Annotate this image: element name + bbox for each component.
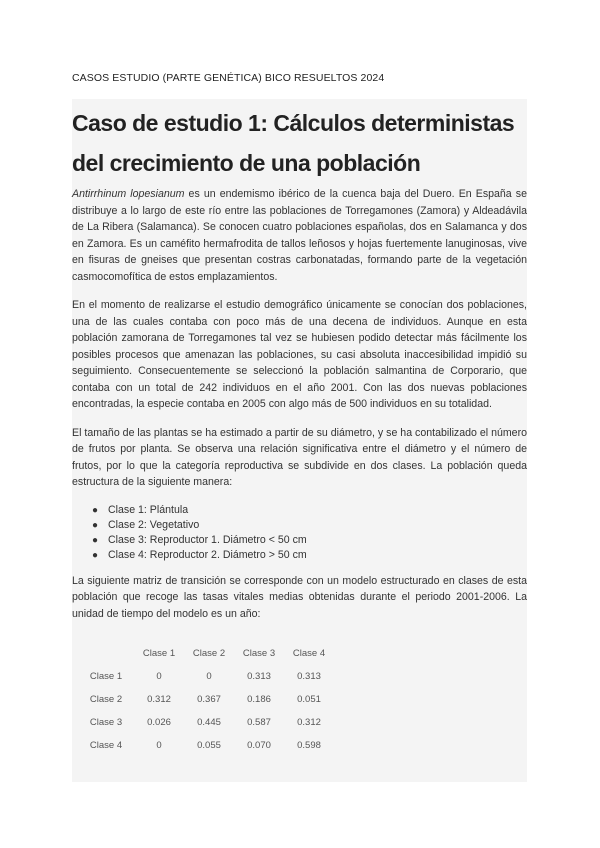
matrix-cell: 0.313 [247, 671, 271, 682]
matrix-cell: 0.445 [197, 717, 221, 728]
species-name: Antirrhinum lopesianum [72, 188, 185, 200]
intro-paragraph-text: es un endemismo ibérico de la cuenca baja del Duero. En España se distribuye a lo largo de este río entre las poblaciones de Torregamones (Zamora) y Aldeadávila de La Ribera (Salamanca). Se conocen cuatro poblaciones españolas, dos en Salamanca y dos en Zamora. Es un caméfito hermafrodita de tallos leñosos y hojas fuertemente lanuginosas, vive en fisuras de gneises que presentan costras carbonatadas, formando parte de la vegetación casmocomofítica de estos emplazamientos. [72, 188, 527, 283]
case-title: Caso de estudio 1: Cálculos deterministas del crecimiento de una población [72, 110, 515, 176]
row-header: Clase 2 [89, 694, 123, 705]
table-row [78, 734, 334, 757]
column-header: Clase 4 [292, 648, 326, 659]
matrix-cell: 0.026 [147, 717, 171, 728]
table-row [78, 688, 334, 711]
matrix-cell: 0.367 [197, 694, 221, 705]
transition-matrix [78, 642, 334, 757]
column-header: Clase 1 [142, 648, 176, 659]
bullet-icon: ● [92, 519, 99, 531]
list-item: ● Clase 3: Reproductor 1. Diámetro < 50 cm [92, 533, 307, 546]
matrix-cell: 0.051 [297, 694, 321, 705]
matrix-header-row [78, 642, 334, 665]
matrix-cell: 0.598 [297, 740, 321, 751]
bullet-icon: ● [92, 504, 99, 516]
list-item: ● Clase 4: Reproductor 2. Diámetro > 50 cm [92, 548, 307, 561]
matrix-cell: 0.587 [247, 717, 271, 728]
matrix-cell: 0.312 [147, 694, 171, 705]
page-header: CASOS ESTUDIO (PARTE GENÉTICA) BICO RESUELTOS 2024 [72, 72, 385, 84]
intro-paragraph [72, 186, 527, 285]
matrix-paragraph: La siguiente matriz de transición se corresponde con un modelo estructurado en clases de esta población que recoge las tasas vitales medias obtenidas durante el periodo 2001-2006. La unidad de tiempo del modelo es un año: [72, 574, 527, 620]
table-row [78, 711, 334, 734]
row-header: Clase 1 [89, 671, 123, 682]
list-item: ● Clase 2: Vegetativo [92, 518, 200, 531]
matrix-corner [78, 642, 134, 665]
matrix-cell: 0 [156, 671, 162, 682]
study-paragraph: En el momento de realizarse el estudio demográfico únicamente se conocían dos poblaciones, una de las cuales contaba con poco más de una decena de individuos. Aunque en esta población zamorana de Torregamones tal vez se hubiesen podido detectar más fácilmente los posibles procesos que amenazan las poblaciones, su casi absoluta inaccesibilidad impidió su seguimiento. Consecuentemente se seleccionó la población salmantina de Corporario, que contaba con un total de 242 individuos en el año 2001. Con las dos nuevas poblaciones encontradas, la especie contaba en 2005 con algo más de 500 individuos en su totalidad. [72, 299, 527, 410]
size-paragraph: El tamaño de las plantas se ha estimado a partir de su diámetro, y se ha contabilizado el número de frutos por planta. Se observa una relación significativa entre el diámetro y el número de frutos, por lo que la categoría reproductiva se subdivide en dos clases. La población queda estructura de la siguiente manera: [72, 426, 527, 488]
bullet-icon: ● [92, 549, 99, 561]
matrix-cell: 0.312 [297, 717, 321, 728]
matrix-cell: 0.055 [197, 740, 221, 751]
matrix-cell: 0.313 [297, 671, 321, 682]
list-item: ● Clase 1: Plántula [92, 503, 189, 516]
table-row [78, 665, 334, 688]
matrix-cell: 0.070 [247, 740, 271, 751]
content-area [72, 99, 527, 782]
row-header: Clase 3 [89, 717, 123, 728]
class-list [72, 503, 527, 563]
matrix-cell: 0 [206, 671, 212, 682]
column-header: Clase 2 [192, 648, 226, 659]
matrix-cell: 0.186 [247, 694, 271, 705]
column-header: Clase 3 [242, 648, 276, 659]
row-header: Clase 4 [89, 740, 123, 751]
bullet-icon: ● [92, 534, 99, 546]
matrix-cell: 0 [156, 740, 162, 751]
